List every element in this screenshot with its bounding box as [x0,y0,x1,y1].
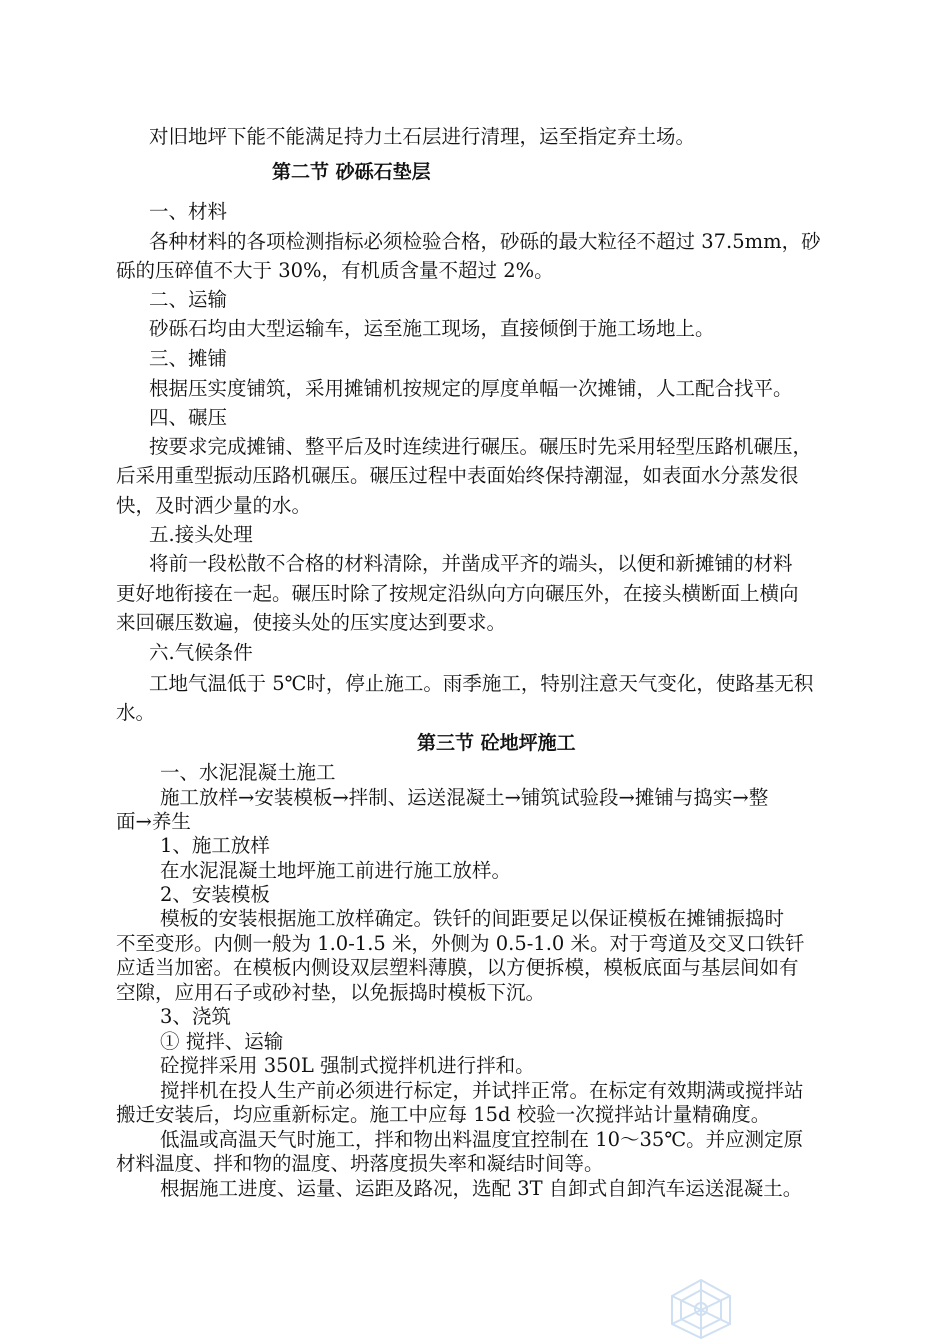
section-heading: 第三节 砼地坪施工 [417,732,576,754]
paragraph-line: 不至变形。内侧一般为 1.0-1.5 米，外侧为 0.5-1.0 米。对于弯道及交叉口铁钎 [116,932,805,955]
subheading: 四、碾压 [149,406,228,429]
paragraph-line: 面→养生 [116,810,191,833]
paragraph-line: 将前一段松散不合格的材料清除，并凿成平齐的端头，以便和新摊铺的材料 [149,552,793,575]
paragraph-line: 后采用重型振动压路机碾压。碾压过程中表面始终保持潮湿，如表面水分蒸发很 [116,464,799,487]
subheading: 3、浇筑 [160,1005,231,1028]
paragraph-line: 在水泥混凝土地坪施工前进行施工放样。 [160,859,512,882]
paragraph-line: 搬迁安装后，均应重新标定。施工中应每 15d 校验一次搅拌站计量精确度。 [116,1103,771,1126]
subheading: 二、运输 [149,288,228,311]
paragraph-line: 空隙，应用石子或砂衬垫，以免振捣时模板下沉。 [116,981,546,1004]
subheading: 三、摊铺 [149,347,228,370]
paragraph-line: 搅拌机在投人生产前必须进行标定，并试拌正常。在标定有效期满或搅拌站 [160,1079,804,1102]
paragraph-line: 砂砾石均由大型运输车，运至施工现场，直接倾倒于施工场地上。 [149,317,715,340]
subheading: 五.接头处理 [149,523,253,546]
paragraph-line: 应适当加密。在模板内侧设双层塑料薄膜，以方便拆模，模板底面与基层间如有 [116,956,799,979]
paragraph-line: 来回碾压数遍，使接头处的压实度达到要求。 [116,611,507,634]
subheading: 六.气候条件 [149,641,253,664]
paragraph-line: 模板的安装根据施工放样确定。铁钎的间距要足以保证模板在摊铺振捣时 [160,907,785,930]
subheading: 1、施工放样 [160,834,270,857]
paragraph-line: 更好地衔接在一起。碾压时除了按规定沿纵向方向碾压外，在接头横断面上横向 [116,582,799,605]
paragraph-line: 根据压实度铺筑，采用摊铺机按规定的厚度单幅一次摊铺，人工配合找平。 [149,377,793,400]
paragraph-line: 按要求完成摊铺、整平后及时连续进行碾压。碾压时先采用轻型压路机碾压， [149,435,813,458]
snowflake-watermark-icon [664,1276,738,1340]
paragraph-line: 各种材料的各项检测指标必须检验合格，砂砾的最大粒径不超过 37.5mm，砂 [149,230,821,253]
paragraph-line: 砼搅拌采用 350L 强制式搅拌机进行拌和。 [160,1054,535,1077]
paragraph-line: 根据施工进度、运量、运距及路况，选配 3T 自卸式自卸汽车运送混凝土。 [160,1177,803,1200]
paragraph-line: 低温或高温天气时施工，拌和物出料温度宜控制在 10～35℃。并应测定原 [160,1128,804,1151]
section-heading: 第二节 砂砾石垫层 [272,161,431,183]
paragraph-line: 工地气温低于 5℃时，停止施工。雨季施工，特别注意天气变化，使路基无积 [149,672,814,695]
subheading: ① 搅拌、运输 [160,1030,284,1053]
paragraph-line: 对旧地坪下能不能满足持力土石层进行清理，运至指定弃土场。 [149,125,696,148]
subheading: 一、材料 [149,200,228,223]
paragraph-line: 砾的压碎值不大于 30%，有机质含量不超过 2%。 [116,259,554,282]
subheading: 2、安装模板 [160,883,270,906]
subheading: 一、水泥混凝土施工 [160,761,336,784]
paragraph-line: 水。 [116,701,156,724]
paragraph-line: 快，及时洒少量的水。 [116,494,312,517]
paragraph-line: 材料温度、拌和物的温度、坍落度损失率和凝结时间等。 [116,1152,604,1175]
paragraph-line: 施工放样→安装模板→拌制、运送混凝土→铺筑试验段→摊铺与捣实→整 [160,786,769,809]
